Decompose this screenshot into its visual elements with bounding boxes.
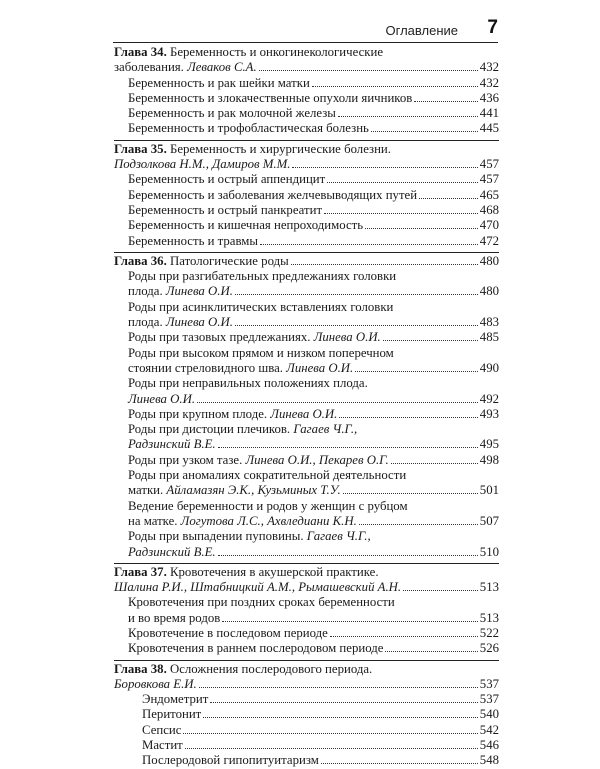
entry-text: матки. xyxy=(128,483,167,498)
entry-text: Роды при узком тазе. xyxy=(128,452,246,467)
section-entry-line xyxy=(114,422,499,437)
entry-page-number: 480 xyxy=(479,284,499,299)
section-entry-line xyxy=(114,499,499,514)
entry-title xyxy=(114,677,197,692)
entry-title xyxy=(142,723,181,738)
author-names: Боровкова Е.И. xyxy=(114,676,197,691)
dot-leader xyxy=(235,294,478,295)
dot-leader xyxy=(339,417,477,418)
entry-page-number: 510 xyxy=(479,544,499,559)
entry-text: Роды при разгибательных предлежаниях головки xyxy=(128,269,397,284)
entry-title xyxy=(128,91,412,106)
author-names: Радзинский В.Е. xyxy=(128,544,216,559)
entry-page-number: 522 xyxy=(479,625,499,640)
page-number: 7 xyxy=(487,17,498,38)
entry-title xyxy=(128,218,363,233)
entry-page-number: 513 xyxy=(479,580,499,595)
dot-leader xyxy=(355,371,478,372)
entry-page-number: 436 xyxy=(479,90,499,105)
dot-leader xyxy=(292,167,477,168)
author-names: Леваков С.А. xyxy=(187,60,257,75)
chapter-entry xyxy=(114,580,499,595)
entry-page-number: 480 xyxy=(479,253,499,268)
entry-text: Беременность и рак шейки матки xyxy=(128,75,310,90)
section-entry xyxy=(114,106,499,121)
chapter-block xyxy=(114,252,499,560)
chapter-entry xyxy=(114,254,499,269)
section-entry xyxy=(114,330,499,345)
dot-leader xyxy=(260,244,478,245)
entry-title xyxy=(114,254,289,269)
entry-page-number: 542 xyxy=(479,722,499,737)
entry-text: плода. xyxy=(128,284,166,299)
entry-text: заболевания. xyxy=(114,60,188,75)
entry-page-number: 492 xyxy=(479,391,499,406)
chapter-entry-line xyxy=(114,45,499,60)
section-entry-line xyxy=(114,269,499,284)
entry-text: Беременность и хирургические болезни. xyxy=(166,141,391,156)
entry-page-number: 493 xyxy=(479,406,499,421)
dot-leader xyxy=(312,86,478,87)
dot-leader xyxy=(291,264,478,265)
author-names: Линева О.И., Пекарев О.Г. xyxy=(245,452,389,467)
section-entry xyxy=(114,121,499,136)
entry-title xyxy=(128,284,233,299)
entry-title xyxy=(128,330,381,345)
section-entry-line xyxy=(114,468,499,483)
entry-text: Роды при высоком прямом и низком поперечном xyxy=(128,345,394,360)
entry-page-number: 513 xyxy=(479,610,499,625)
section-entry xyxy=(114,315,499,330)
entry-text: Беременность и заболевания желчевыводящих путей xyxy=(128,187,418,202)
chapter-entry-line xyxy=(114,565,499,580)
entry-title xyxy=(128,76,310,91)
entry-title xyxy=(128,172,325,187)
dot-leader xyxy=(338,116,478,117)
dot-leader xyxy=(222,621,478,622)
chapter-number: Глава 35. xyxy=(114,141,167,156)
chapter-block xyxy=(114,660,499,769)
entry-title xyxy=(128,106,336,121)
entry-text: Беременность и трофобластическая болезнь xyxy=(128,121,369,136)
author-names: Линева О.И. xyxy=(165,315,233,330)
author-names: Линева О.И. xyxy=(286,360,354,375)
dot-leader xyxy=(371,131,478,132)
author-names: Гагаев Ч.Г., xyxy=(306,529,371,544)
entry-page-number: 470 xyxy=(479,218,499,233)
entry-page-number: 548 xyxy=(479,753,499,768)
entry-title xyxy=(114,60,257,75)
chapter-block xyxy=(114,563,499,657)
entry-text: Перитонит xyxy=(142,707,202,722)
author-names: Линева О.И. xyxy=(313,330,381,345)
chapter-entry-line xyxy=(114,142,499,157)
dot-leader xyxy=(197,402,478,403)
entry-text: стоянии стреловидного шва. xyxy=(128,360,287,375)
entry-page-number: 445 xyxy=(479,121,499,136)
entry-page-number: 501 xyxy=(479,483,499,498)
entry-title xyxy=(128,361,353,376)
header-title: Оглавление xyxy=(385,23,458,38)
entry-text: Кровотечения в акушерской практике. xyxy=(166,564,379,579)
dot-leader xyxy=(330,636,478,637)
entry-text: Роды при неправильных положениях плода. xyxy=(128,376,368,391)
entry-text: Роды при крупном плоде. xyxy=(128,406,271,421)
entry-page-number: 441 xyxy=(479,106,499,121)
author-names: Линева О.И. xyxy=(270,406,338,421)
entry-page-number: 472 xyxy=(479,233,499,248)
entry-text: Роды при асинклитических вставлениях головки xyxy=(128,299,394,314)
entry-page-number: 483 xyxy=(479,315,499,330)
running-header xyxy=(113,17,498,43)
entry-page-number: 465 xyxy=(479,187,499,202)
entry-title xyxy=(128,641,383,656)
entry-text: Осложнения послеродового периода. xyxy=(166,661,373,676)
section-entry xyxy=(114,545,499,560)
chapter-number: Глава 34. xyxy=(114,45,167,59)
section-entry xyxy=(114,707,499,722)
dot-leader xyxy=(359,524,478,525)
entry-text: Беременность и рак молочной железы xyxy=(128,106,336,121)
entry-text: Роды при выпадении пуповины. xyxy=(128,529,307,544)
entry-text: Ведение беременности и родов у женщин с рубцом xyxy=(128,498,408,513)
dot-leader xyxy=(183,733,477,734)
entry-text: Беременность и острый аппендицит xyxy=(128,172,326,187)
entry-title xyxy=(128,392,195,407)
entry-text: Беременность и острый панкреатит xyxy=(128,202,323,217)
chapter-entry-line xyxy=(114,662,499,677)
entry-text: Сепсис xyxy=(142,722,182,737)
entry-text: Беременность и злокачественные опухоли яичников xyxy=(128,90,413,105)
chapter-number: Глава 37. xyxy=(114,564,167,579)
entry-title xyxy=(128,514,357,529)
entry-page-number: 485 xyxy=(479,330,499,345)
entry-title xyxy=(128,121,369,136)
section-entry xyxy=(114,723,499,738)
entry-page-number: 457 xyxy=(479,157,499,172)
section-entry-line xyxy=(114,376,499,391)
entry-page-number: 507 xyxy=(479,513,499,528)
entry-text: Кровотечения в раннем послеродовом периоде xyxy=(128,641,384,656)
entry-title xyxy=(128,453,389,468)
section-entry xyxy=(114,284,499,299)
section-entry xyxy=(114,407,499,422)
entry-page-number: 432 xyxy=(479,60,499,75)
chapter-entry xyxy=(114,60,499,75)
author-names: Подзолкова Н.М., Дамиров М.М. xyxy=(114,157,291,172)
section-entry-line xyxy=(114,346,499,361)
dot-leader xyxy=(199,687,478,688)
entry-text: Патологические роды xyxy=(166,253,289,268)
section-entry xyxy=(114,611,499,626)
dot-leader xyxy=(324,213,478,214)
entry-text: Роды при дистоции плечиков. xyxy=(128,422,294,437)
dot-leader xyxy=(321,763,478,764)
entry-title xyxy=(142,692,208,707)
dot-leader xyxy=(403,590,478,591)
entry-text: Послеродовой гипопитуитаризм xyxy=(142,753,319,768)
author-names: Гагаев Ч.Г., xyxy=(293,422,358,437)
entry-title xyxy=(114,580,401,595)
entry-page-number: 490 xyxy=(479,360,499,375)
entry-page-number: 546 xyxy=(479,738,499,753)
dot-leader xyxy=(383,340,478,341)
section-entry xyxy=(114,361,499,376)
entry-text: Беременность и кишечная непроходимость xyxy=(128,218,364,233)
section-entry xyxy=(114,483,499,498)
entry-page-number: 432 xyxy=(479,75,499,90)
section-entry xyxy=(114,188,499,203)
dot-leader xyxy=(259,70,478,71)
dot-leader xyxy=(210,702,477,703)
dot-leader xyxy=(419,198,478,199)
dot-leader xyxy=(203,717,478,718)
section-entry-line xyxy=(114,595,499,610)
entry-title xyxy=(142,707,201,722)
entry-page-number: 498 xyxy=(479,452,499,467)
entry-title xyxy=(128,626,328,641)
entry-title xyxy=(128,437,216,452)
chapter-entry xyxy=(114,157,499,172)
entry-title xyxy=(128,203,322,218)
author-names: Айламазян Э.К., Кузьминых Т.У. xyxy=(166,483,341,498)
section-entry xyxy=(114,514,499,529)
entry-text: Беременность и онкогинекологические xyxy=(166,45,384,59)
section-entry xyxy=(114,234,499,249)
section-entry xyxy=(114,626,499,641)
dot-leader xyxy=(414,101,477,102)
section-entry xyxy=(114,203,499,218)
entry-title xyxy=(128,234,258,249)
entry-text: Мастит xyxy=(142,738,183,753)
section-entry xyxy=(114,437,499,452)
entry-title xyxy=(128,407,337,422)
author-names: Логутова Л.С., Ахвледиани К.Н. xyxy=(180,513,357,528)
table-of-contents xyxy=(114,44,499,769)
entry-title xyxy=(114,157,290,172)
entry-page-number: 540 xyxy=(479,707,499,722)
dot-leader xyxy=(343,493,478,494)
section-entry xyxy=(114,692,499,707)
section-entry xyxy=(114,392,499,407)
section-entry xyxy=(114,753,499,768)
dot-leader xyxy=(391,463,478,464)
entry-title xyxy=(128,483,341,498)
entry-page-number: 468 xyxy=(479,202,499,217)
author-names: Линева О.И. xyxy=(128,391,196,406)
section-entry xyxy=(114,76,499,91)
entry-title xyxy=(142,738,183,753)
entry-text: Беременность и травмы xyxy=(128,233,258,248)
entry-text: плода. xyxy=(128,315,166,330)
section-entry xyxy=(114,641,499,656)
entry-title xyxy=(128,545,216,560)
chapter-entry xyxy=(114,677,499,692)
dot-leader xyxy=(235,325,478,326)
entry-text: на матке. xyxy=(128,513,181,528)
section-entry xyxy=(114,172,499,187)
entry-text: Роды при аномалиях сократительной деятельности xyxy=(128,468,407,483)
dot-leader xyxy=(385,651,477,652)
section-entry xyxy=(114,218,499,233)
entry-page-number: 537 xyxy=(479,676,499,691)
dot-leader xyxy=(218,555,478,556)
dot-leader xyxy=(218,447,478,448)
dot-leader xyxy=(185,748,478,749)
entry-text: Кровотечение в последовом периоде xyxy=(128,625,328,640)
dot-leader xyxy=(327,182,478,183)
chapter-number: Глава 38. xyxy=(114,661,167,676)
author-names: Радзинский В.Е. xyxy=(128,437,216,452)
entry-page-number: 495 xyxy=(479,437,499,452)
section-entry-line xyxy=(114,529,499,544)
entry-text: и во время родов xyxy=(128,610,221,625)
section-entry xyxy=(114,91,499,106)
dot-leader xyxy=(365,228,478,229)
chapter-block xyxy=(114,44,499,137)
entry-page-number: 457 xyxy=(479,172,499,187)
entry-text: Эндометрит xyxy=(142,692,209,707)
section-entry-line xyxy=(114,300,499,315)
entry-page-number: 526 xyxy=(479,641,499,656)
entry-title xyxy=(142,753,319,768)
entry-title xyxy=(128,611,220,626)
entry-title xyxy=(128,315,233,330)
chapter-block xyxy=(114,140,499,249)
entry-title xyxy=(128,188,417,203)
entry-text: Роды при тазовых предлежаниях. xyxy=(128,330,314,345)
section-entry xyxy=(114,453,499,468)
entry-text: Кровотечения при поздних сроках беременности xyxy=(128,595,395,610)
entry-page-number: 537 xyxy=(479,692,499,707)
chapter-number: Глава 36. xyxy=(114,253,167,268)
author-names: Шалина Р.И., Штабницкий А.М., Рымашевский А.Н. xyxy=(114,580,402,595)
author-names: Линева О.И. xyxy=(165,284,233,299)
section-entry xyxy=(114,738,499,753)
